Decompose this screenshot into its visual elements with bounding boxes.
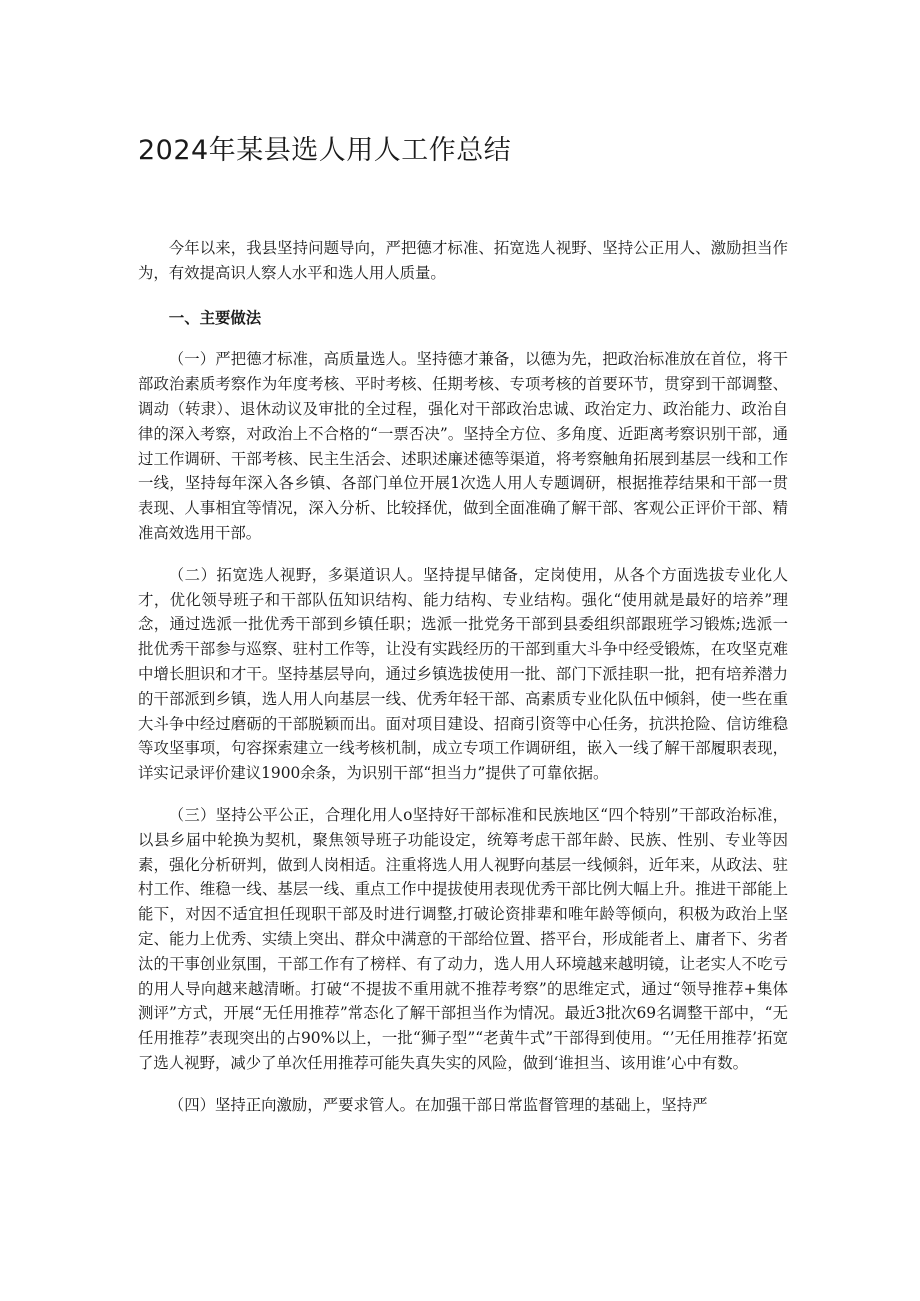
document-body xyxy=(138,236,788,1135)
paragraph-broaden-vision: （二）拓宽选人视野，多渠道识人。坚持提早储备，定岗使用，从各个方面选拔专业化人才，优化领导班子和干部队伍知识结构、能力结构、专业结构。强化“使用就是最好的培养”理念，通过选派一批优秀干部到乡镇任职；选派一批党务干部到县委组织部跟班学习锻炼;选派一批优秀干部参与巡察、驻村工作等，让没有实践经历的干部到重大斗争中经受锻炼，在攻坚克难中增长胆识和才干。坚持基层导向，通过乡镇选拔使用一批、部门下派挂职一批，把有培养潜力的干部派到乡镇，选人用人向基层一线、优秀年轻干部、高素质专业化队伍中倾斜，使一些在重大斗争中经过磨砺的干部脱颖而出。面对项目建设、招商引资等中心任务，抗洪抢险、信访维稳等攻坚事项，句容探索建立一线考核机制，成立专项工作调研组，嵌入一线了解干部履职表现，详实记录评价建议1900余条，为识别干部“担当力”提供了可靠依据。 xyxy=(138,565,788,783)
paragraph-incentive: （四）坚持正向激励，严要求管人。在加强干部日常监督管理的基础上，坚持严 xyxy=(168,1095,708,1114)
document-title: 2024年某县选人用人工作总结 xyxy=(138,135,512,166)
paragraph-fairness: （三）坚持公平公正，合理化用人o坚持好干部标准和民族地区“四个特别”干部政治标准，以县乡届中轮换为契机，聚焦领导班子功能设定，统筹考虑干部年龄、民族、性别、专业等因素，强化分析研判，做到人岗相适。注重将选人用人视野向基层一线倾斜，近年来，从政法、驻村工作、维稳一线、基层一线、重点工作中提拔使用表现优秀干部比例大幅上升。推进干部能上能下，对因不适宜担任现职干部及时进行调整,打破论资排辈和唯年龄等倾向，积极为政治上坚定、能力上优秀、实绩上突出、群众中满意的干部给位置、搭平台，形成能者上、庸者下、劣者汰的干事创业氛围，干部工作有了榜样、有了动力，选人用人环境越来越明镜，让老实人不吃亏的用人导向越来越清晰。打破“不提拔不重用就不推荐考察”的思维定式，通过“领导推荐+集体测评”方式，开展“无任用推荐”常态化了解干部担当作为情况。最近3批次69名调整干部中，“无任用推荐”表现突出的占90%以上，一批“狮子型”“老黄牛式”干部得到使用。“’无任用推荐’拓宽了选人视野，减少了单次任用推荐可能失真失实的风险，做到‘谁担当、该用谁’心中有数。 xyxy=(138,805,788,1072)
intro-paragraph: 今年以来，我县坚持问题导向，严把德才标准、拓宽选人视野、坚持公正用人、激励担当作为，有效提高识人察人水平和选人用人质量。 xyxy=(138,239,788,282)
section-heading-main-practices: 一、主要做法 xyxy=(168,308,262,327)
paragraph-standards: （一）严把德才标准，高质量选人。坚持德才兼备，以德为先，把政治标准放在首位，将干部政治素质考察作为年度考核、平时考核、任期考核、专项考核的首要环节，贯穿到干部调整、调动（转隶）、退休动议及审批的全过程，强化对干部政治忠诚、政治定力、政治能力、政治自律的深入考察，对政治上不合格的“一票否决”。坚持全方位、多角度、近距离考察识别干部，通过工作调研、干部考核、民主生活会、述职述廉述德等渠道，将考察触角拓展到基层一线和工作一线，坚持每年深入各乡镇、各部门单位开展1次选人用人专题调研，根据推荐结果和干部一贯表现、人事相宜等情况，深入分析、比较择优，做到全面准确了解干部、客观公正评价干部、精准高效选用干部。 xyxy=(138,350,788,542)
